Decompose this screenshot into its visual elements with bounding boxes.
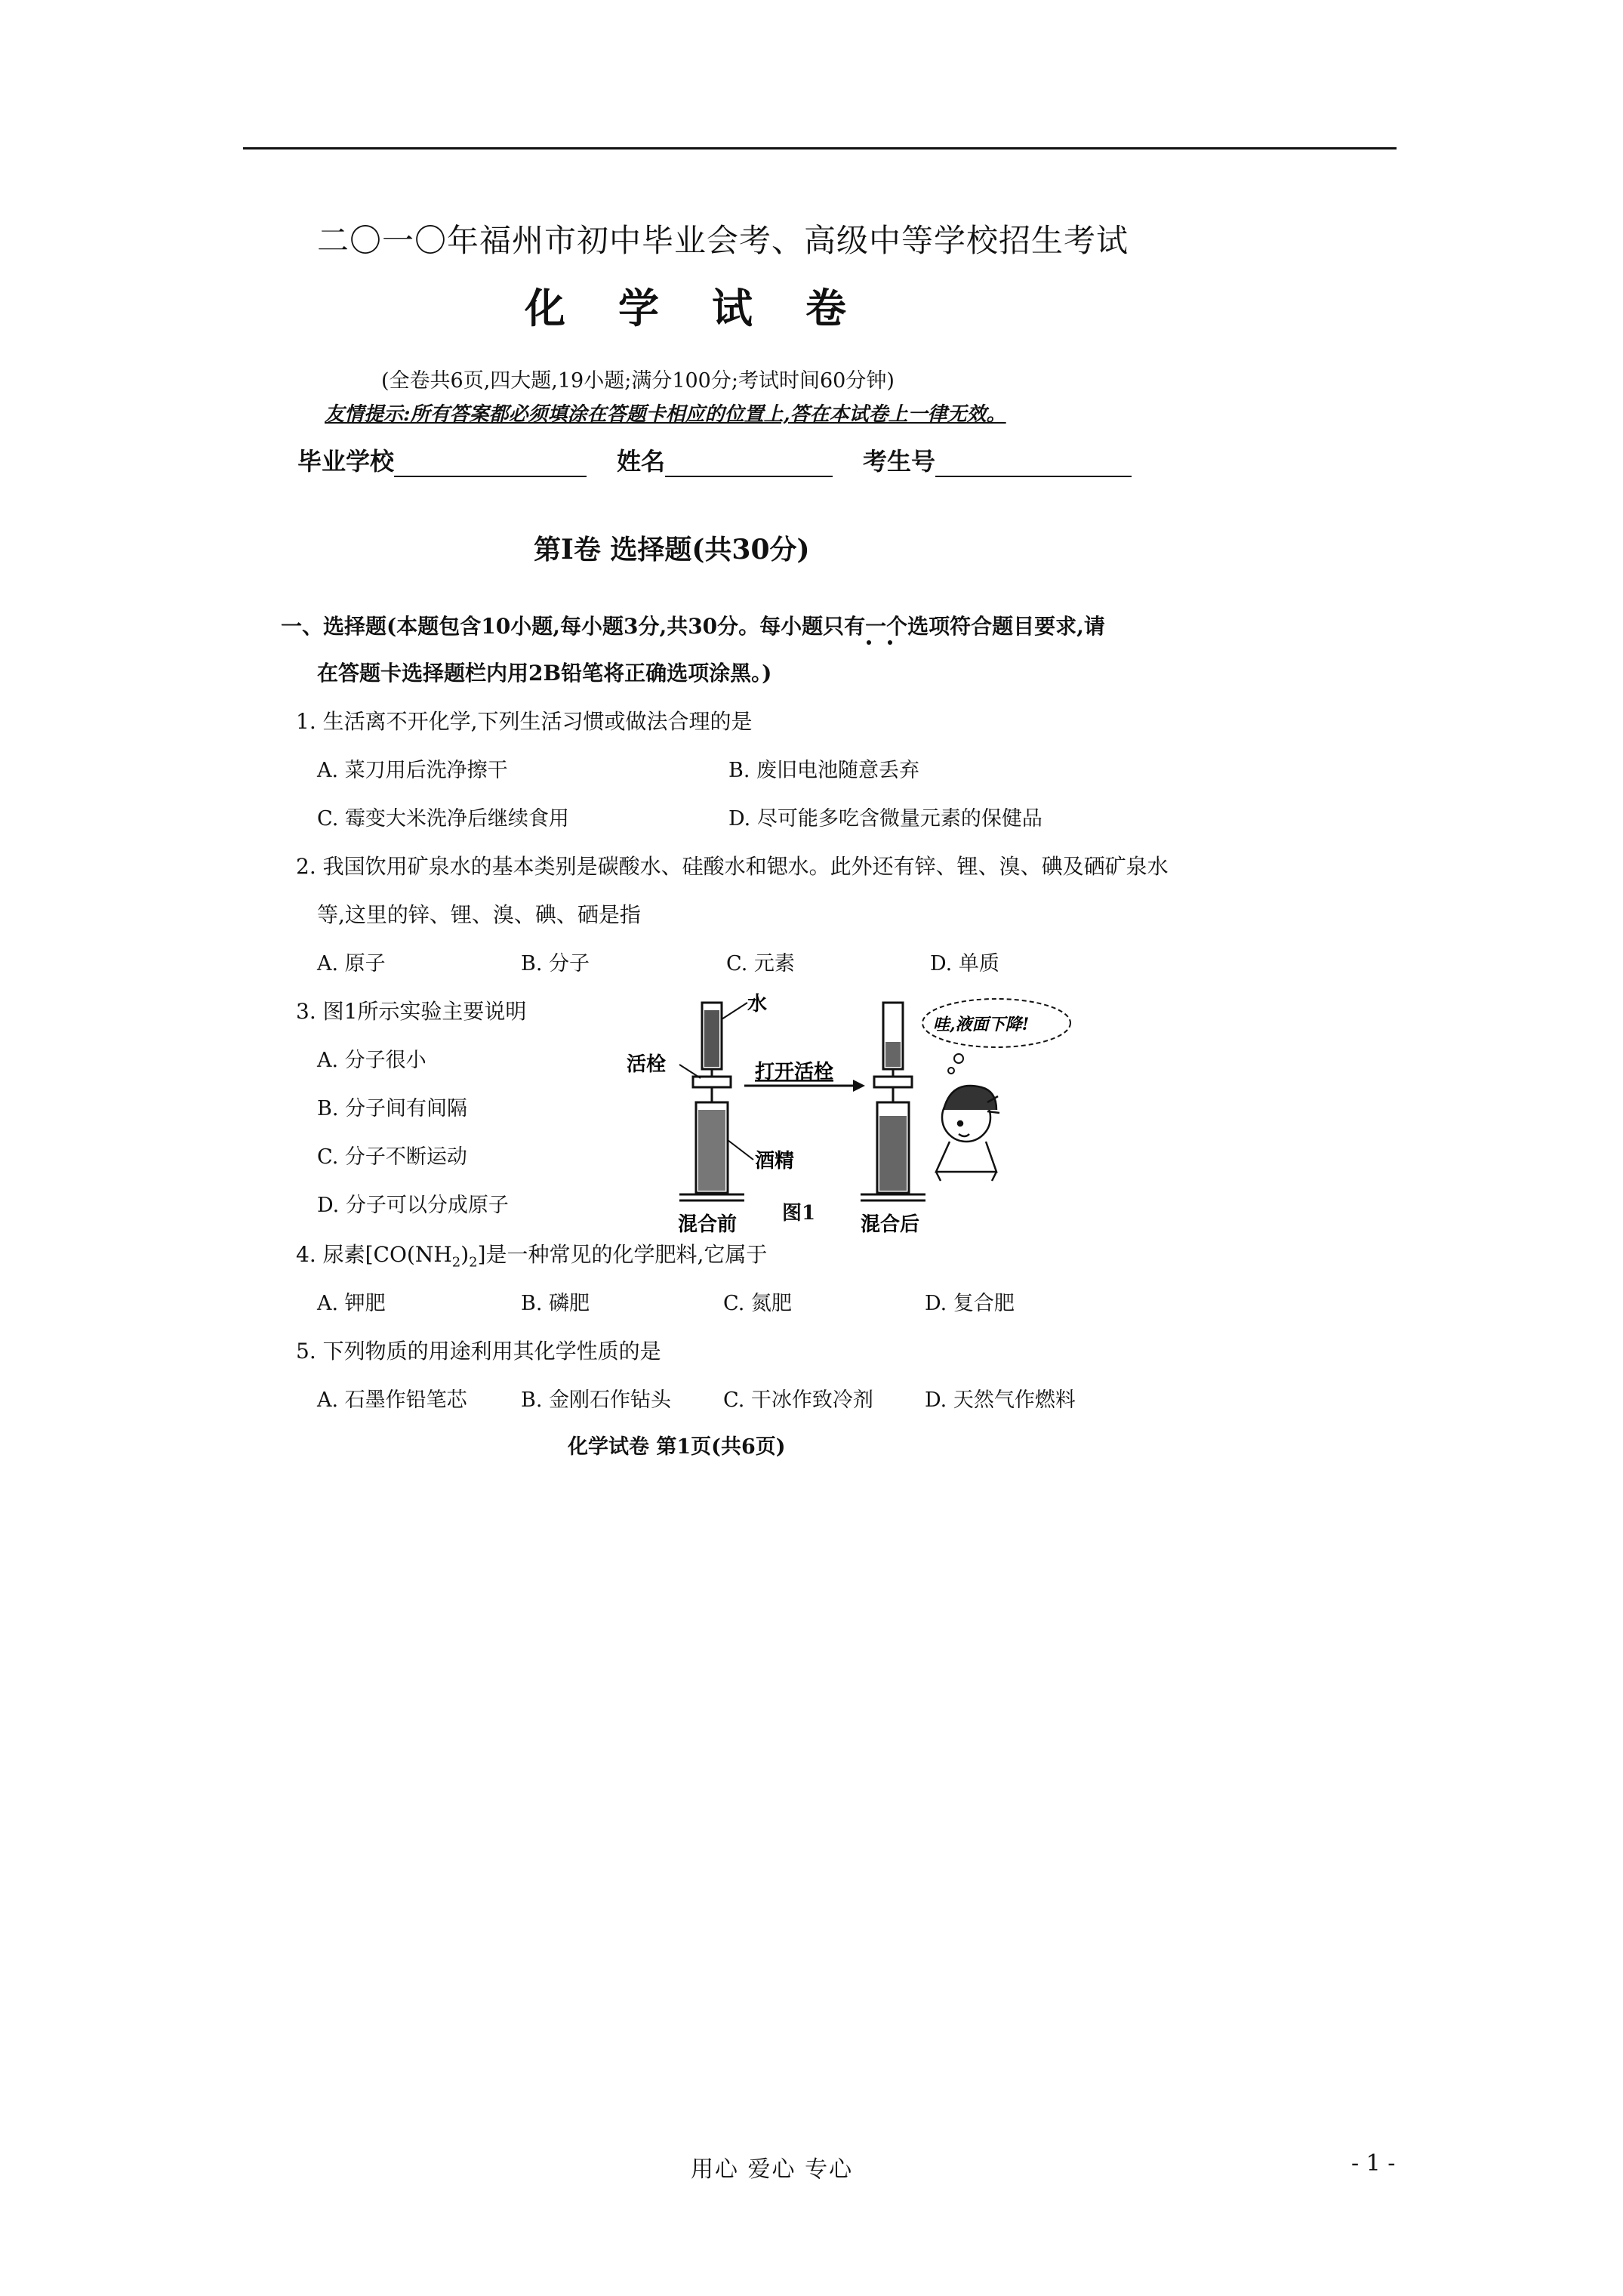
question-5-stem: 5. 下列物质的用途利用其化学性质的是 — [296, 1339, 661, 1364]
page-number: - 1 - — [1351, 2150, 1396, 2177]
id-blank[interactable] — [935, 453, 1132, 477]
q4-stem-mid: ) — [460, 1242, 470, 1267]
label-open-valve: 打开活栓 — [755, 1061, 834, 1083]
q4-option-c: C. 氮肥 — [723, 1292, 792, 1315]
q1-option-a: A. 菜刀用后洗净擦干 — [317, 759, 508, 782]
q3-option-b: B. 分子间有间隔 — [317, 1097, 468, 1120]
q2-option-d: D. 单质 — [930, 952, 999, 975]
question-2-stem-cont: 等,这里的锌、锂、溴、碘、硒是指 — [317, 902, 641, 927]
q5-option-b: B. 金刚石作钻头 — [521, 1388, 672, 1412]
valve-after — [874, 1077, 912, 1087]
liquid-water-before — [704, 1010, 719, 1067]
q5-option-a: A. 石墨作铅笔芯 — [317, 1388, 467, 1412]
school-blank[interactable] — [394, 453, 587, 477]
child-figure — [936, 1086, 999, 1181]
speech-text: 哇,液面下降! — [933, 1015, 1030, 1034]
q1-option-b: B. 废旧电池随意丢弃 — [728, 759, 920, 782]
label-after: 混合后 — [861, 1213, 920, 1236]
emphasis-dot — [888, 640, 892, 645]
question-3-stem: 3. 图1所示实验主要说明 — [296, 999, 527, 1024]
student-info-fields — [297, 442, 1132, 477]
q5-option-d: D. 天然气作燃料 — [925, 1388, 1076, 1412]
bottom-slogan: 用心 爱心 专心 — [691, 2156, 854, 2183]
school-label: 毕业学校 — [297, 447, 395, 476]
liquid-alcohol-before — [698, 1110, 725, 1191]
exam-tip: 友情提示:所有答案都必须填涂在答题卡相应的位置上,答在本试卷上一律无效。 — [325, 403, 1006, 426]
emphasis-dot — [867, 640, 871, 645]
label-water: 水 — [747, 993, 768, 1015]
q4-option-b: B. 磷肥 — [521, 1292, 590, 1315]
name-label: 姓名 — [617, 447, 666, 476]
question-1-stem: 1. 生活离不开化学,下列生活习惯或做法合理的是 — [296, 709, 753, 734]
arrow-head — [853, 1080, 865, 1092]
q4-sub-1: 2 — [451, 1254, 461, 1271]
q2-option-a: A. 原子 — [317, 952, 386, 975]
subject-title: 化学试卷 — [525, 284, 899, 332]
part1-instruction-line1: 一、选择题(本题包含10小题,每小题3分,共30分。每小题只有一个选项符合题目要求,请 — [281, 614, 1105, 639]
section-title: 第Ⅰ卷 选择题(共30分) — [534, 534, 810, 566]
q5-option-c: C. 干冰作致冷剂 — [723, 1388, 873, 1412]
q3-option-a: A. 分子很小 — [317, 1049, 427, 1072]
q2-option-b: B. 分子 — [521, 952, 590, 975]
q4-option-a: A. 钾肥 — [317, 1292, 386, 1315]
q4-option-d: D. 复合肥 — [925, 1292, 1015, 1315]
part1-instruction-line2: 在答题卡选择题栏内用2B铅笔将正确选项涂黑。) — [317, 661, 772, 686]
exam-page-footer: 化学试卷 第1页(共6页) — [568, 1435, 786, 1459]
label-valve: 活栓 — [627, 1053, 667, 1076]
q4-sub-2: 2 — [469, 1254, 478, 1271]
question-2-stem: 2. 我国饮用矿泉水的基本类别是碳酸水、硅酸水和锶水。此外还有锌、锂、溴、碘及硒矿泉水 — [296, 854, 1169, 879]
q4-stem-pre: 4. 尿素[CO(NH — [296, 1242, 452, 1267]
exam-info: (全卷共6页,四大题,19小题;满分100分;考试时间60分钟) — [381, 369, 895, 393]
q3-option-d: D. 分子可以分成原子 — [317, 1194, 509, 1217]
q4-stem-post: ]是一种常见的化学肥料,它属于 — [477, 1242, 768, 1267]
q1-option-d: D. 尽可能多吃含微量元素的保健品 — [728, 807, 1042, 831]
label-alcohol: 酒精 — [755, 1150, 795, 1173]
q2-option-c: C. 元素 — [726, 952, 795, 975]
figure-1-diffusion-experiment — [604, 989, 1087, 1246]
name-blank[interactable] — [665, 453, 833, 477]
q3-option-c: C. 分子不断运动 — [317, 1145, 467, 1169]
exam-title: 二〇一〇年福州市初中毕业会考、高级中等学校招生考试 — [317, 222, 1129, 259]
id-label: 考生号 — [863, 447, 936, 476]
valve-before — [693, 1077, 731, 1087]
label-before: 混合前 — [678, 1213, 738, 1236]
question-4-stem — [296, 1238, 767, 1271]
q1-option-c: C. 霉变大米洗净后继续食用 — [317, 807, 569, 831]
figure-caption: 图1 — [782, 1202, 816, 1225]
top-rule — [243, 147, 1397, 149]
